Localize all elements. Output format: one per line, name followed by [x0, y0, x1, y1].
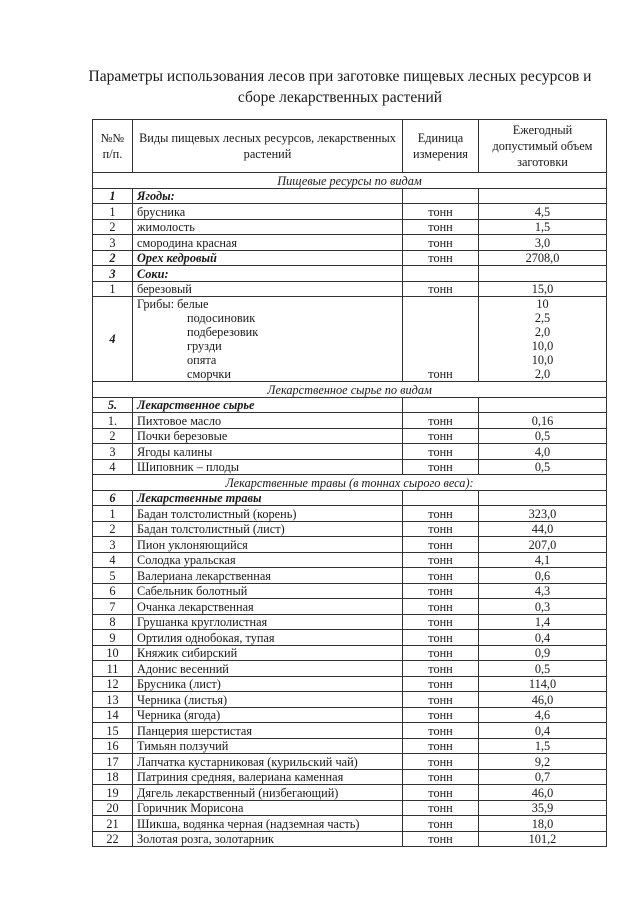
mushroom-lead-label: Грибы: белые: [137, 297, 209, 311]
row-num-cell: 19: [93, 785, 133, 801]
row-value-cell: 0,16: [479, 413, 607, 429]
row-num-cell: 20: [93, 800, 133, 816]
row-name-cell: брусника: [133, 204, 403, 220]
row-num-cell: 1: [93, 204, 133, 220]
row-value-cell: 3,0: [479, 235, 607, 251]
row-value-cell: 1,5: [479, 738, 607, 754]
table-row: [93, 645, 607, 661]
row-name-cell: Ортилия однобокая, тупая: [133, 630, 403, 646]
row-num-cell: 22: [93, 831, 133, 847]
row-name-cell: Черника (листья): [133, 692, 403, 708]
mushroom-value: 2,0: [534, 367, 551, 381]
row-name-cell: Шиповник – плоды: [133, 459, 403, 475]
resources-table: [92, 119, 607, 847]
row-unit-cell: тонн: [403, 754, 479, 770]
row-unit-cell: тонн: [403, 281, 479, 297]
document-title: [60, 66, 620, 108]
unit-cell: тонн: [403, 297, 479, 382]
row-unit-cell: тонн: [403, 800, 479, 816]
empty-cell: [403, 490, 479, 506]
mushroom-value: 10,0: [531, 353, 554, 367]
header-value: Ежегодный допустимый объем заготовки: [479, 120, 607, 173]
row-name-cell: Ягоды калины: [133, 444, 403, 460]
row-value-cell: 0,7: [479, 769, 607, 785]
group-row-mushrooms: [93, 297, 607, 382]
row-name-cell: Адонис весенний: [133, 661, 403, 677]
row-num-cell: 1: [93, 281, 133, 297]
row-unit-cell: тонн: [403, 630, 479, 646]
group-label: Ягоды:: [133, 188, 403, 204]
table-row: [93, 661, 607, 677]
table-row: [93, 614, 607, 630]
table-row: [93, 723, 607, 739]
row-num-cell: 4: [93, 459, 133, 475]
mushroom-name: сморчки: [187, 367, 231, 381]
row-value-cell: 114,0: [479, 676, 607, 692]
table-row: [93, 537, 607, 553]
row-unit-cell: тонн: [403, 459, 479, 475]
empty-cell: [403, 266, 479, 282]
mushroom-name: подберезовик: [187, 325, 259, 339]
row-unit-cell: тонн: [403, 785, 479, 801]
row-name-cell: смородина красная: [133, 235, 403, 251]
row-name-cell: Пион уклоняющийся: [133, 537, 403, 553]
group-row-medraw: [93, 397, 607, 413]
row-name-cell: Золотая розга, золотарник: [133, 831, 403, 847]
group-num: 3: [93, 266, 133, 282]
title-line-1: Параметры использования лесов при заготовке пищевых лесных ресурсов и: [88, 68, 592, 85]
table-row: [93, 428, 607, 444]
row-unit-cell: тонн: [403, 219, 479, 235]
row-value-cell: 0,5: [479, 661, 607, 677]
group-row-herbs: [93, 490, 607, 506]
row-unit-cell: тонн: [403, 723, 479, 739]
row-value-cell: 0,4: [479, 723, 607, 739]
row-value-cell: 46,0: [479, 785, 607, 801]
section-row-food: [93, 173, 607, 189]
group-num: 5.: [93, 397, 133, 413]
row-name-cell: Панцерия шерстистая: [133, 723, 403, 739]
row-num-cell: 2: [93, 428, 133, 444]
mushroom-value: 10,0: [531, 339, 554, 353]
row-num-cell: 6: [93, 583, 133, 599]
row-num-cell: 18: [93, 769, 133, 785]
row-name-cell: Брусника (лист): [133, 676, 403, 692]
table-row: [93, 204, 607, 220]
row-value-cell: 44,0: [479, 521, 607, 537]
table-row: [93, 785, 607, 801]
empty-cell: [479, 266, 607, 282]
table-row: [93, 816, 607, 832]
group-label: Соки:: [133, 266, 403, 282]
row-unit-cell: тонн: [403, 552, 479, 568]
row-value-cell: 46,0: [479, 692, 607, 708]
row-value-cell: 0,3: [479, 599, 607, 615]
header-unit: Единица измерения: [403, 120, 479, 173]
row-value-cell: 4,6: [479, 707, 607, 723]
row-num-cell: 12: [93, 676, 133, 692]
row-unit-cell: тонн: [403, 521, 479, 537]
table-row: [93, 444, 607, 460]
mushroom-name: подосиновик: [187, 311, 256, 325]
row-unit-cell: тонн: [403, 599, 479, 615]
header-num: №№ п/п.: [93, 120, 133, 173]
row-unit-cell: тонн: [403, 614, 479, 630]
mushroom-names-cell: [133, 297, 403, 382]
table-row: [93, 583, 607, 599]
row-num-cell: 3: [93, 235, 133, 251]
row-name-cell: Шикша, водянка черная (надземная часть): [133, 816, 403, 832]
section-food-title: Пищевые ресурсы по видам: [93, 173, 607, 189]
row-num-cell: 2: [93, 521, 133, 537]
row-value-cell: 0,6: [479, 568, 607, 584]
row-unit-cell: тонн: [403, 204, 479, 220]
table-row: [93, 599, 607, 615]
section-herbs-title: Лекарственные травы (в тоннах сырого веса):: [93, 475, 607, 491]
row-name-cell: Патриния средняя, валериана каменная: [133, 769, 403, 785]
value-cell: 2708,0: [479, 250, 607, 266]
row-name-cell: жимолость: [133, 219, 403, 235]
row-value-cell: 4,0: [479, 444, 607, 460]
empty-cell: [479, 397, 607, 413]
table-row: [93, 800, 607, 816]
mushroom-name: опята: [187, 353, 217, 367]
row-name-cell: Пихтовое масло: [133, 413, 403, 429]
table-row: [93, 630, 607, 646]
row-name-cell: Сабельник болотный: [133, 583, 403, 599]
row-num-cell: 9: [93, 630, 133, 646]
row-num-cell: 16: [93, 738, 133, 754]
row-num-cell: 15: [93, 723, 133, 739]
row-value-cell: 18,0: [479, 816, 607, 832]
row-name-cell: Очанка лекарственная: [133, 599, 403, 615]
table-row: [93, 281, 607, 297]
row-num-cell: 5: [93, 568, 133, 584]
row-value-cell: 4,5: [479, 204, 607, 220]
row-unit-cell: тонн: [403, 444, 479, 460]
row-unit-cell: тонн: [403, 428, 479, 444]
row-num-cell: 2: [93, 219, 133, 235]
row-unit-cell: тонн: [403, 738, 479, 754]
row-value-cell: 101,2: [479, 831, 607, 847]
row-unit-cell: тонн: [403, 816, 479, 832]
row-unit-cell: тонн: [403, 692, 479, 708]
group-num: 1: [93, 188, 133, 204]
row-name-cell: Солодка уральская: [133, 552, 403, 568]
table-row: [93, 235, 607, 251]
row-value-cell: 9,2: [479, 754, 607, 770]
group-num: 2: [93, 250, 133, 266]
table-row: [93, 738, 607, 754]
title-line-2: сборе лекарственных растений: [237, 89, 443, 106]
row-value-cell: 4,1: [479, 552, 607, 568]
table-row: [93, 831, 607, 847]
table-row: [93, 506, 607, 522]
row-unit-cell: тонн: [403, 831, 479, 847]
row-name-cell: Лапчатка кустарниковая (курильский чай): [133, 754, 403, 770]
row-num-cell: 11: [93, 661, 133, 677]
row-num-cell: 13: [93, 692, 133, 708]
unit-cell: тонн: [403, 250, 479, 266]
table-row: [93, 219, 607, 235]
row-unit-cell: тонн: [403, 707, 479, 723]
row-unit-cell: тонн: [403, 645, 479, 661]
row-num-cell: 1: [93, 506, 133, 522]
row-value-cell: 207,0: [479, 537, 607, 553]
mushroom-value: 2,5: [534, 311, 551, 325]
table-row: [93, 459, 607, 475]
row-name-cell: березовый: [133, 281, 403, 297]
empty-cell: [479, 490, 607, 506]
group-num: 4: [93, 297, 133, 382]
table-row: [93, 568, 607, 584]
row-value-cell: 15,0: [479, 281, 607, 297]
empty-cell: [403, 188, 479, 204]
row-unit-cell: тонн: [403, 506, 479, 522]
row-value-cell: 4,3: [479, 583, 607, 599]
row-value-cell: 35,9: [479, 800, 607, 816]
row-value-cell: 0,5: [479, 459, 607, 475]
table-row: [93, 754, 607, 770]
header-name: Виды пищевых лесных ресурсов, лекарственных растений: [133, 120, 403, 173]
table-header-row: [93, 120, 607, 173]
group-label: Орех кедровый: [133, 250, 403, 266]
row-num-cell: 14: [93, 707, 133, 723]
empty-cell: [403, 397, 479, 413]
group-row-berries: [93, 188, 607, 204]
row-num-cell: 10: [93, 645, 133, 661]
row-name-cell: Почки березовые: [133, 428, 403, 444]
row-value-cell: 0,9: [479, 645, 607, 661]
table-row: [93, 769, 607, 785]
mushroom-name: грузди: [187, 339, 222, 353]
row-num-cell: 7: [93, 599, 133, 615]
group-num: 6: [93, 490, 133, 506]
group-row-nuts: [93, 250, 607, 266]
table-row: [93, 692, 607, 708]
row-num-cell: 8: [93, 614, 133, 630]
row-value-cell: 323,0: [479, 506, 607, 522]
row-value-cell: 0,4: [479, 630, 607, 646]
row-name-cell: Горичник Морисона: [133, 800, 403, 816]
mushroom-value: 2,0: [534, 325, 551, 339]
row-num-cell: 3: [93, 537, 133, 553]
row-name-cell: Бадан толстолистный (лист): [133, 521, 403, 537]
row-unit-cell: тонн: [403, 676, 479, 692]
table-row: [93, 552, 607, 568]
mushroom-value: 10: [536, 297, 549, 311]
row-unit-cell: тонн: [403, 568, 479, 584]
row-num-cell: 21: [93, 816, 133, 832]
row-name-cell: Бадан толстолистный (корень): [133, 506, 403, 522]
mushroom-values-cell: [479, 297, 607, 382]
table-row: [93, 676, 607, 692]
row-name-cell: Валериана лекарственная: [133, 568, 403, 584]
row-value-cell: 1,4: [479, 614, 607, 630]
row-num-cell: 17: [93, 754, 133, 770]
row-unit-cell: тонн: [403, 413, 479, 429]
row-num-cell: 3: [93, 444, 133, 460]
table-row: [93, 707, 607, 723]
group-row-juices: [93, 266, 607, 282]
row-value-cell: 1,5: [479, 219, 607, 235]
group-label: Лекарственные травы: [133, 490, 403, 506]
row-unit-cell: тонн: [403, 235, 479, 251]
section-row-herbs: [93, 475, 607, 491]
row-unit-cell: тонн: [403, 537, 479, 553]
row-name-cell: Черника (ягода): [133, 707, 403, 723]
group-label: Лекарственное сырье: [133, 397, 403, 413]
table-row: [93, 413, 607, 429]
row-name-cell: Дягель лекарственный (низбегающий): [133, 785, 403, 801]
row-num-cell: 1.: [93, 413, 133, 429]
row-unit-cell: тонн: [403, 661, 479, 677]
row-unit-cell: тонн: [403, 769, 479, 785]
section-row-medraw: [93, 382, 607, 398]
row-unit-cell: тонн: [403, 583, 479, 599]
row-name-cell: Княжик сибирский: [133, 645, 403, 661]
row-value-cell: 0,5: [479, 428, 607, 444]
section-medraw-title: Лекарственное сырье по видам: [93, 382, 607, 398]
row-num-cell: 4: [93, 552, 133, 568]
table-row: [93, 521, 607, 537]
empty-cell: [479, 188, 607, 204]
row-name-cell: Тимьян ползучий: [133, 738, 403, 754]
row-name-cell: Грушанка круглолистная: [133, 614, 403, 630]
